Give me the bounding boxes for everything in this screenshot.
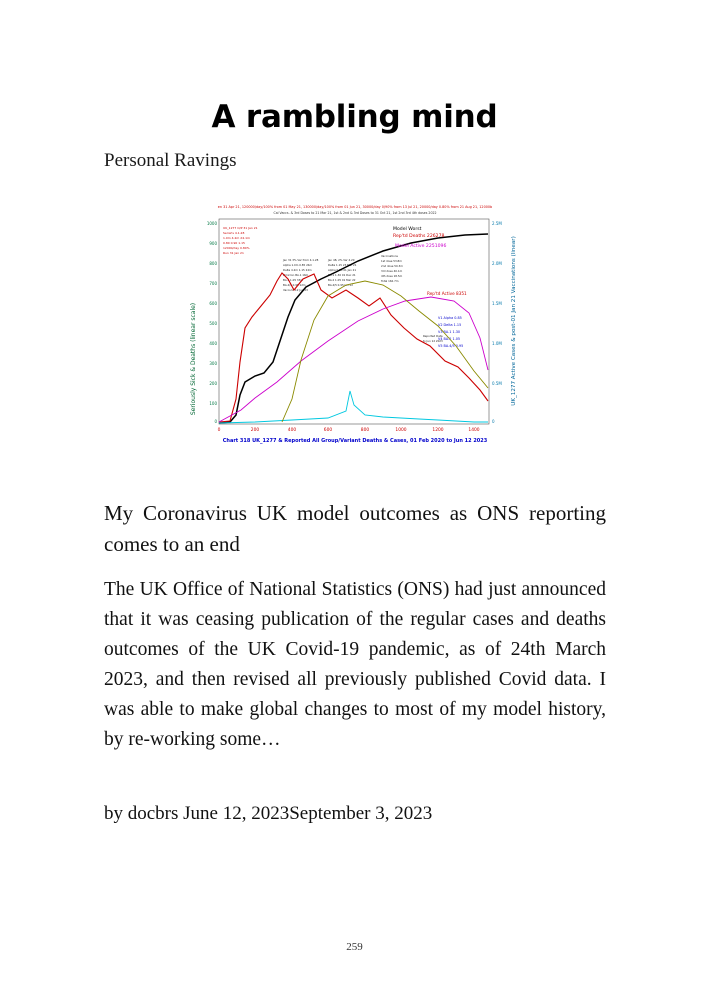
svg-text:0: 0	[492, 419, 495, 424]
page-subtitle: Personal Ravings	[104, 150, 237, 171]
svg-text:800: 800	[209, 261, 217, 266]
svg-text:0: 0	[214, 419, 217, 424]
svg-text:Vaccinations: Vaccinations	[381, 254, 398, 258]
svg-text:0.80 0.90 1.15: 0.80 0.90 1.15	[223, 241, 245, 245]
callout-reported-deaths: Rep'td Deaths 226278	[393, 234, 445, 239]
svg-text:900: 900	[209, 241, 217, 246]
svg-text:Delta 1.15 23 Mar 21: Delta 1.15 23 Mar 21	[328, 263, 357, 267]
svg-text:Reported Data: Reported Data	[423, 334, 443, 338]
svg-text:Alpha 1.0m 0.85 24m: Alpha 1.0m 0.85 24m	[283, 263, 313, 267]
svg-text:2.0M: 2.0M	[492, 261, 502, 266]
svg-text:UK_1277 O/P 31 Jan 21: UK_1277 O/P 31 Jan 21	[223, 226, 258, 230]
svg-text:2nd dose 50.3m: 2nd dose 50.3m	[381, 264, 403, 268]
svg-text:Delta 4.2m 1.15 24m: Delta 4.2m 1.15 24m	[283, 268, 312, 272]
svg-text:Run 31 Jan 21: Run 31 Jan 21	[223, 251, 244, 255]
chart-top-note: en 31 Apr 21, 120000/day/100% from 01 May 21, 130000/day/100% from 01 Jun 21, 30000/day 0/90% from 13 Jul 21, 20000/day 0.80% from 21 Aug 21, 12000b	[217, 205, 493, 209]
svg-text:0.5M: 0.5M	[492, 381, 502, 386]
svg-text:V2 Delta 1.15: V2 Delta 1.15	[438, 323, 462, 327]
svg-text:200: 200	[250, 428, 260, 433]
svg-text:1000: 1000	[206, 221, 217, 226]
svg-text:V4 BA.2 1.05: V4 BA.2 1.05	[438, 337, 461, 341]
svg-text:600: 600	[209, 301, 217, 306]
svg-text:800: 800	[360, 428, 370, 433]
svg-text:3rd dose 40.1m: 3rd dose 40.1m	[381, 269, 403, 273]
callout-model-worst: Model Worst	[393, 227, 422, 232]
svg-text:200: 200	[209, 381, 217, 386]
svg-text:to Jun 12 2023: to Jun 12 2023	[423, 339, 443, 343]
svg-text:BA.4/5 0.95 Jun 22: BA.4/5 0.95 Jun 22	[328, 283, 353, 287]
svg-text:Jan 48, 2% Var 4.20: Jan 48, 2% Var 4.20	[328, 258, 355, 262]
page-number: 259	[346, 941, 363, 953]
svg-text:0: 0	[217, 428, 221, 433]
svg-text:400: 400	[209, 341, 217, 346]
svg-text:1.0m 4.2m 24.1m: 1.0m 4.2m 24.1m	[223, 236, 250, 240]
chart-ylabel-left: Seriously Sick & Deaths (linear scale)	[190, 302, 197, 416]
svg-text:V1 Alpha 0.85: V1 Alpha 0.85	[438, 316, 462, 320]
svg-text:1.0M: 1.0M	[492, 341, 502, 346]
covid-model-chart	[183, 199, 527, 449]
chart-title-caption: Chart 318 UK_1277 & Reported All Group/Variant Deaths & Cases, 01 Feb 2020 to Jun 12 2023	[222, 438, 488, 444]
svg-text:1200: 1200	[432, 428, 444, 433]
svg-text:500: 500	[209, 321, 217, 326]
svg-text:BA.4/5 0.95 12m: BA.4/5 0.95 12m	[283, 283, 306, 287]
svg-text:4th dose 18.5m: 4th dose 18.5m	[381, 274, 403, 278]
svg-text:700: 700	[209, 281, 217, 286]
chart-top-note-2: Cal Vaccs. & 3rd Doses to 21 Mar 21, 1st & 2nd & 3rd Doses to 31 Oct 21, 1st 2nd 3rd 4th doses 2022	[273, 211, 437, 215]
svg-text:2.5M: 2.5M	[492, 221, 502, 226]
svg-text:V3 BA.1 1.30: V3 BA.1 1.30	[438, 330, 461, 334]
svg-text:12000/day 0.80%: 12000/day 0.80%	[223, 246, 250, 250]
svg-text:BA.2 1.05 33m: BA.2 1.05 33m	[283, 278, 303, 282]
article-headline[interactable]: My Coronavirus UK model outcomes as ONS reporting comes to an end	[104, 501, 606, 556]
svg-text:Omicron BA.1 16m: Omicron BA.1 16m	[283, 273, 309, 277]
svg-text:1000: 1000	[395, 428, 407, 433]
svg-text:1400: 1400	[468, 428, 480, 433]
svg-text:600: 600	[323, 428, 333, 433]
svg-text:400: 400	[287, 428, 297, 433]
svg-text:V5 BA.4/5 0.95: V5 BA.4/5 0.95	[438, 344, 464, 348]
svg-text:Jan 31 3% Var from 4.1.28: Jan 31 3% Var from 4.1.28	[283, 258, 319, 262]
svg-text:1st dose 53.8m: 1st dose 53.8m	[381, 259, 402, 263]
svg-text:100: 100	[209, 401, 217, 406]
page-title: A rambling mind	[211, 98, 498, 135]
svg-text:BA.1 1.30 01 Dec 21: BA.1 1.30 01 Dec 21	[328, 273, 356, 277]
svg-text:300: 300	[209, 361, 217, 366]
callout-reported-active: Rep'td Active 8351	[427, 291, 467, 296]
chart-ylabel-right: UK_1277 Active Cases & post-01 Jan 21 Vaccinations (linear)	[511, 236, 517, 406]
chart-figure	[183, 199, 527, 449]
svg-text:1.5M: 1.5M	[492, 301, 502, 306]
svg-text:Serial's 4.1.28: Serial's 4.1.28	[223, 231, 245, 235]
svg-text:Vaccs to 12 Jun 23: Vaccs to 12 Jun 23	[283, 288, 308, 292]
article-excerpt: The UK Office of National Statistics (ONS) had just announced that it was ceasing publication of the regular cases and deaths outcomes of the UK Covid-19 pandemic, as of 24th March 2023, and then revised all previously published Covid data. I was able to make global changes to most of my model history, by re-working some…	[104, 579, 606, 750]
article-byline: by docbrs June 12, 2023September 3, 2023	[104, 803, 433, 824]
svg-text:BA.2 1.05 01 Mar 22: BA.2 1.05 01 Mar 22	[328, 278, 356, 282]
svg-text:Alpha 0.85 01 Jan 21: Alpha 0.85 01 Jan 21	[328, 268, 357, 272]
svg-text:Total 162.7m: Total 162.7m	[381, 279, 399, 283]
callout-model-active: Model Active 2251096	[395, 244, 447, 249]
